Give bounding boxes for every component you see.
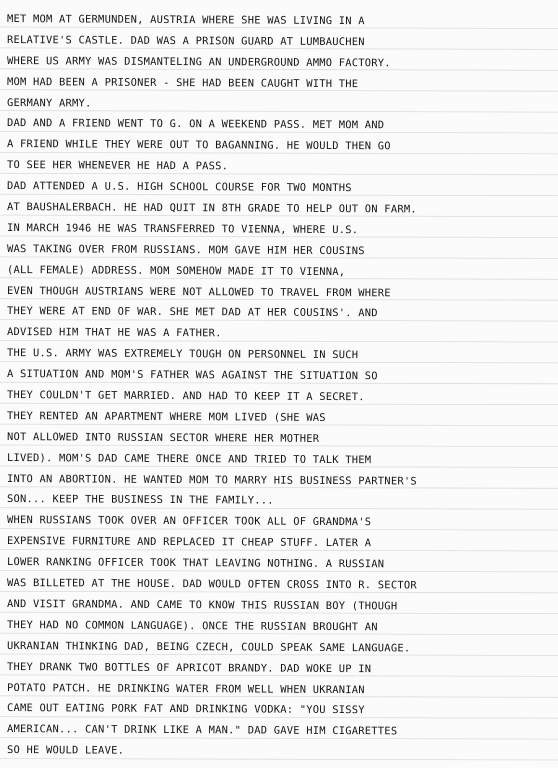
text-line-10: AT BAUSHALERBACH. HE HAD QUIT IN 8TH GRADE TO HELP OUT ON FARM. xyxy=(6,201,417,216)
text-line-29: AND VISIT GRANDMA. AND CAME TO KNOW THIS RUSSIAN BOY (THOUGH xyxy=(6,597,398,613)
text-line-33: POTATO PATCH. HE DRINKING WATER FROM WELL WHEN UKRANIAN xyxy=(6,681,365,696)
text-line-26: EXPENSIVE FURNITURE AND REPLACED IT CHEAP STUFF. LATER A xyxy=(6,535,372,550)
text-line-21: NOT ALLOWED INTO RUSSIAN SECTOR WHERE HER MOTHER xyxy=(6,430,320,445)
text-line-17: THE U.S. ARMY WAS EXTREMELY TOUGH ON PERSONNEL IN SUCH xyxy=(6,347,359,362)
text-line-8: TO SEE HER WHENEVER HE HAD A PASS. xyxy=(6,159,229,173)
text-line-7: A FRIEND WHILE THEY WERE OUT TO BAGANNING. HE WOULD THEN GO xyxy=(6,138,391,153)
text-line-15: THEY WERE AT END OF WAR. SHE MET DAD AT HER COUSINS'. AND xyxy=(6,305,378,320)
text-line-14: EVEN THOUGH AUSTRIANS WERE NOT ALLOWED TO TRAVEL FROM WHERE xyxy=(6,284,391,299)
text-line-5: GERMANY ARMY. xyxy=(6,96,92,110)
text-line-3: WHERE US ARMY WAS DISMANTELING AN UNDERGROUND AMMO FACTORY. xyxy=(6,54,391,70)
text-line-32: THEY DRANK TWO BOTTLES OF APRICOT BRANDY. DAD WOKE UP IN xyxy=(6,660,372,675)
text-line-12: WAS TAKING OVER FROM RUSSIANS. MOM GAVE HIM HER COUSINS xyxy=(6,242,365,257)
text-line-16: ADVISED HIM THAT HE WAS A FATHER. xyxy=(6,326,222,340)
text-line-11: IN MARCH 1946 HE WAS TRANSFERRED TO VIENNA, WHERE U.S. xyxy=(6,221,359,237)
text-line-2: RELATIVE'S CASTLE. DAD WAS A PRISON GUARD AT LUMBAUCHEN xyxy=(6,33,365,49)
text-line-23: INTO AN ABORTION. HE WANTED MOM TO MARRY HIS BUSINESS PARTNER'S xyxy=(6,472,417,488)
text-line-31: UKRANIAN THINKING DAD, BEING CZECH, COULD SPEAK SAME LANGUAGE. xyxy=(6,639,411,655)
text-line-19: THEY COULDN'T GET MARRIED. AND HAD TO KEEP IT A SECRET. xyxy=(6,389,365,404)
text-line-36: SO HE WOULD LEAVE. xyxy=(6,744,125,757)
text-line-4: MOM HAD BEEN A PRISONER - SHE HAD BEEN CAUGHT WITH THE xyxy=(6,75,359,90)
text-line-30: THEY HAD NO COMMON LANGUAGE). ONCE THE RUSSIAN BROUGHT AN xyxy=(6,618,378,634)
text-line-13: (ALL FEMALE) ADDRESS. MOM SOMEHOW MADE IT TO VIENNA, xyxy=(6,263,346,278)
text-line-9: DAD ATTENDED A U.S. HIGH SCHOOL COURSE FOR TWO MONTHS xyxy=(6,180,352,195)
text-line-20: THEY RENTED AN APARTMENT WHERE MOM LIVED (SHE WAS xyxy=(6,409,326,424)
text-line-35: AMERICAN... CAN'T DRINK LIKE A MAN." DAD GAVE HIM CIGARETTES xyxy=(6,723,398,738)
text-line-28: WAS BILLETED AT THE HOUSE. DAD WOULD OFTEN CROSS INTO R. SECTOR xyxy=(6,577,417,592)
text-line-18: A SITUATION AND MOM'S FATHER WAS AGAINST THE SITUATION SO xyxy=(6,368,378,383)
text-line-24: SON... KEEP THE BUSINESS IN THE FAMILY... xyxy=(6,493,274,508)
text-line-27: LOWER RANKING OFFICER TOOK THAT LEAVING NOTHING. A RUSSIAN xyxy=(6,556,385,571)
text-line-34: CAME OUT EATING PORK FAT AND DRINKING VODKA: "YOU SISSY xyxy=(6,702,365,717)
text-line-6: DAD AND A FRIEND WENT TO G. ON A WEEKEND PASS. MET MOM AND xyxy=(6,117,385,132)
text-line-1: MET MOM AT GERMUNDEN, AUSTRIA WHERE SHE WAS LIVING IN A xyxy=(6,13,365,28)
text-line-25: WHEN RUSSIANS TOOK OVER AN OFFICER TOOK ALL OF GRANDMA'S xyxy=(6,514,372,529)
handwritten-text-block xyxy=(7,9,555,761)
text-line-22: LIVED). MOM'S DAD CAME THERE ONCE AND TRIED TO TALK THEM xyxy=(6,451,372,466)
